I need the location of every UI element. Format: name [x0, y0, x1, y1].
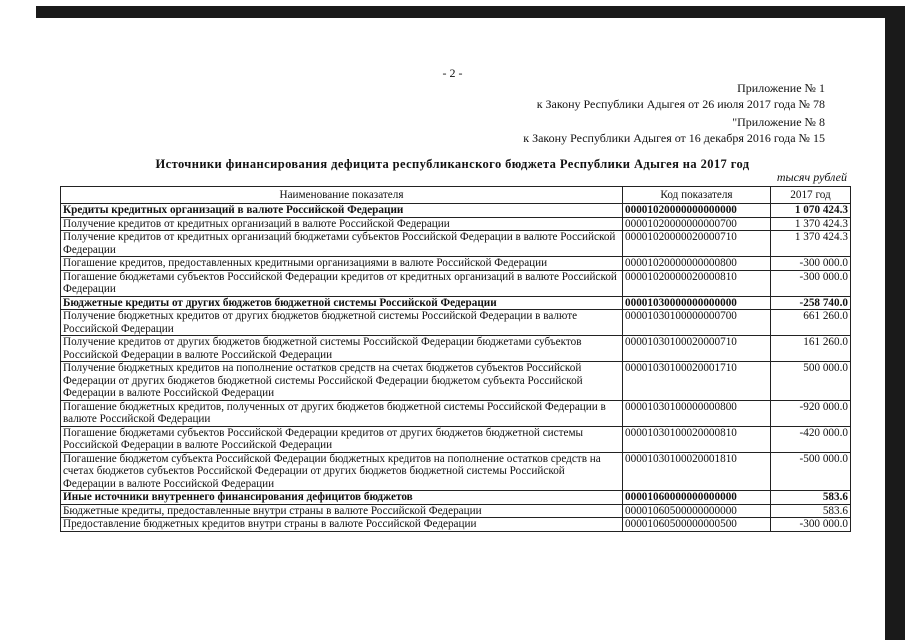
row-code: 00001020000020000710: [623, 231, 771, 257]
row-name: Получение бюджетных кредитов от других бюджетов бюджетной системы Российской Федерации в валюте Российской Федерации: [61, 310, 623, 336]
row-name: Получение бюджетных кредитов на пополнение остатков средств на счетах бюджетов субъектов Российской Федерации от других бюджетов бюджетной системы Российской Федерации бюджетом субъекта Российской Федерации в валюте Российской Федерации: [61, 362, 623, 401]
row-name: Погашение кредитов, предоставленных кредитными организациями в валюте Российской Федерации: [61, 257, 623, 271]
table-row: [61, 504, 851, 518]
row-value: 1 070 424.3: [771, 204, 851, 218]
row-name: Получение кредитов от других бюджетов бюджетной системы Российской Федерации бюджетами субъектов Российской Федерации в валюте Российской Федерации: [61, 336, 623, 362]
row-code: 00001030100000000700: [623, 310, 771, 336]
row-code: 00001020000000000700: [623, 217, 771, 231]
row-code: 00001020000000000800: [623, 257, 771, 271]
row-name: Бюджетные кредиты от других бюджетов бюджетной системы Российской Федерации: [61, 296, 623, 310]
row-code: 00001020000020000810: [623, 270, 771, 296]
header-indicator-code: Код показателя: [623, 187, 771, 204]
row-value: 1 370 424.3: [771, 217, 851, 231]
row-value: -258 740.0: [771, 296, 851, 310]
row-value: -500 000.0: [771, 452, 851, 491]
page-number: - 2 -: [442, 66, 463, 80]
scan-right-border: [885, 6, 905, 640]
appendix-1-title: Приложение № 1: [737, 81, 825, 95]
table-row: [61, 452, 851, 491]
table-row: [61, 400, 851, 426]
row-value: -920 000.0: [771, 400, 851, 426]
appendix-8-reference: к Закону Республики Адыгея от 16 декабря 2016 года № 15: [523, 131, 825, 145]
row-code: 00001030100020000710: [623, 336, 771, 362]
row-name: Получение кредитов от кредитных организаций бюджетами субъектов Российской Федерации в валюте Российской Федерации: [61, 231, 623, 257]
row-name: Погашение бюджетных кредитов, полученных от других бюджетов бюджетной системы Российской Федерации в валюте Российской Федерации: [61, 400, 623, 426]
table-row: [61, 204, 851, 218]
appendix-1-header: [537, 80, 825, 112]
table-row: [61, 217, 851, 231]
table-row: [61, 257, 851, 271]
row-code: 00001060500000000000: [623, 504, 771, 518]
row-code: 00001030100020001710: [623, 362, 771, 401]
row-value: 1 370 424.3: [771, 231, 851, 257]
table-header-row: [61, 187, 851, 204]
row-name: Погашение бюджетами субъектов Российской Федерации кредитов от кредитных организаций в валюте Российской Федерации: [61, 270, 623, 296]
row-code: 00001030100000000800: [623, 400, 771, 426]
header-indicator-name: Наименование показателя: [61, 187, 623, 204]
appendix-8-header: [523, 114, 825, 146]
appendix-1-reference: к Закону Республики Адыгея от 26 июля 2017 года № 78: [536, 97, 825, 111]
table-row: [61, 296, 851, 310]
appendix-8-title: "Приложение № 8: [732, 115, 825, 129]
row-code: 00001030100020000810: [623, 426, 771, 452]
table-row: [61, 362, 851, 401]
units-label: тысяч рублей: [776, 170, 847, 184]
row-name: Предоставление бюджетных кредитов внутри страны в валюте Российской Федерации: [61, 518, 623, 532]
table-row: [61, 518, 851, 532]
row-value: 161 260.0: [771, 336, 851, 362]
row-name: Погашение бюджетами субъектов Российской Федерации кредитов от других бюджетов бюджетной системы Российской Федерации в валюте Российской Федерации: [61, 426, 623, 452]
table-row: [61, 231, 851, 257]
row-name: Кредиты кредитных организаций в валюте Российской Федерации: [61, 204, 623, 218]
row-value: -300 000.0: [771, 270, 851, 296]
row-value: 583.6: [771, 504, 851, 518]
row-code: 00001060000000000000: [623, 491, 771, 505]
table-row: [61, 310, 851, 336]
row-value: 583.6: [771, 491, 851, 505]
row-value: 500 000.0: [771, 362, 851, 401]
row-value: 661 260.0: [771, 310, 851, 336]
table-row: [61, 336, 851, 362]
row-code: 00001060500000000500: [623, 518, 771, 532]
row-code: 00001030000000000000: [623, 296, 771, 310]
header-year-2017: 2017 год: [771, 187, 851, 204]
row-name: Получение кредитов от кредитных организаций в валюте Российской Федерации: [61, 217, 623, 231]
row-code: 00001020000000000000: [623, 204, 771, 218]
row-value: -300 000.0: [771, 257, 851, 271]
row-name: Иные источники внутреннего финансирования дефицитов бюджетов: [61, 491, 623, 505]
table-row: [61, 491, 851, 505]
scan-top-border: [36, 6, 905, 18]
financing-sources-table: [60, 186, 851, 532]
table-row: [61, 270, 851, 296]
row-value: -300 000.0: [771, 518, 851, 532]
row-name: Бюджетные кредиты, предоставленные внутри страны в валюте Российской Федерации: [61, 504, 623, 518]
table-row: [61, 426, 851, 452]
row-name: Погашение бюджетом субъекта Российской Федерации бюджетных кредитов на пополнение остатков средств на счетах бюджетов субъектов Российской Федерации от других бюджетов бюджетной системы Российской Федерации в валюте Российской Федерации: [61, 452, 623, 491]
document-title: Источники финансирования дефицита республиканского бюджета Республики Адыгея на 2017 год: [155, 157, 750, 171]
row-code: 00001030100020001810: [623, 452, 771, 491]
row-value: -420 000.0: [771, 426, 851, 452]
